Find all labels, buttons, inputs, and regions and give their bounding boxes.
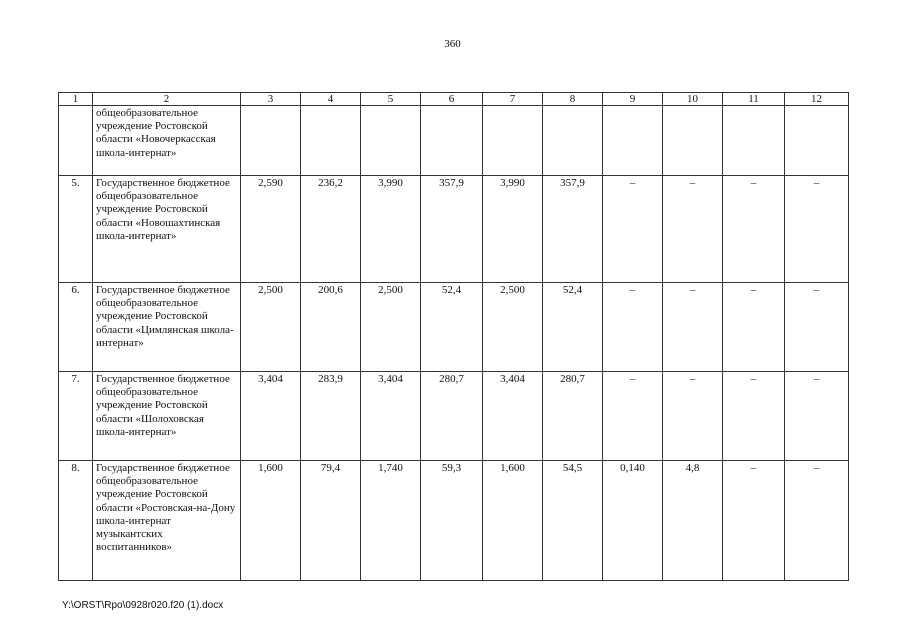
cell-value: – bbox=[723, 372, 785, 461]
cell-value: – bbox=[723, 176, 785, 283]
table-row bbox=[59, 106, 849, 176]
cell-value bbox=[603, 106, 663, 176]
page-number: 360 bbox=[444, 38, 461, 50]
cell-value: 200,6 bbox=[301, 283, 361, 372]
cell-value: – bbox=[785, 283, 849, 372]
institution-name: общеобразовательное учреждение Ростовской области «Новочеркасская школа-интернат» bbox=[93, 106, 241, 176]
cell-value: 1,600 bbox=[483, 461, 543, 581]
cell-value: 4,8 bbox=[663, 461, 723, 581]
cell-value: 3,404 bbox=[483, 372, 543, 461]
column-header: 6 bbox=[421, 93, 483, 106]
cell-value: 236,2 bbox=[301, 176, 361, 283]
institution-name: Государственное бюджетное общеобразовательное учреждение Ростовской области «Цимлянская школа-интернат» bbox=[93, 283, 241, 372]
row-number: 8. bbox=[59, 461, 93, 581]
column-header: 12 bbox=[785, 93, 849, 106]
cell-value: 283,9 bbox=[301, 372, 361, 461]
cell-value: – bbox=[663, 283, 723, 372]
cell-value: – bbox=[663, 372, 723, 461]
cell-value: 357,9 bbox=[421, 176, 483, 283]
cell-value bbox=[663, 106, 723, 176]
file-path-footer: Y:\ORST\Rpo\0928r020.f20 (1).docx bbox=[62, 600, 224, 611]
table-row bbox=[59, 372, 849, 461]
cell-value: 280,7 bbox=[421, 372, 483, 461]
cell-value: 2,500 bbox=[241, 283, 301, 372]
cell-value: 2,500 bbox=[483, 283, 543, 372]
row-number: 7. bbox=[59, 372, 93, 461]
table-row bbox=[59, 176, 849, 283]
cell-value: 3,990 bbox=[361, 176, 421, 283]
cell-value: 1,600 bbox=[241, 461, 301, 581]
column-header: 10 bbox=[663, 93, 723, 106]
table-row bbox=[59, 461, 849, 581]
data-table bbox=[58, 92, 849, 581]
cell-value: – bbox=[663, 176, 723, 283]
institution-name: Государственное бюджетное общеобразовательное учреждение Ростовской области «Шолоховская школа-интернат» bbox=[93, 372, 241, 461]
column-header: 11 bbox=[723, 93, 785, 106]
cell-value: 54,5 bbox=[543, 461, 603, 581]
column-header: 1 bbox=[59, 93, 93, 106]
cell-value: 59,3 bbox=[421, 461, 483, 581]
cell-value: 52,4 bbox=[543, 283, 603, 372]
row-number: 6. bbox=[59, 283, 93, 372]
cell-value: 3,404 bbox=[361, 372, 421, 461]
cell-value: 280,7 bbox=[543, 372, 603, 461]
column-header: 3 bbox=[241, 93, 301, 106]
cell-value bbox=[785, 106, 849, 176]
cell-value: 0,140 bbox=[603, 461, 663, 581]
cell-value: 2,500 bbox=[361, 283, 421, 372]
cell-value bbox=[241, 106, 301, 176]
column-header: 2 bbox=[93, 93, 241, 106]
column-header: 7 bbox=[483, 93, 543, 106]
cell-value: 3,990 bbox=[483, 176, 543, 283]
cell-value: – bbox=[785, 461, 849, 581]
cell-value: – bbox=[603, 283, 663, 372]
cell-value: – bbox=[723, 461, 785, 581]
column-header: 5 bbox=[361, 93, 421, 106]
cell-value: 357,9 bbox=[543, 176, 603, 283]
table-header-row bbox=[59, 93, 849, 106]
cell-value: 1,740 bbox=[361, 461, 421, 581]
cell-value bbox=[483, 106, 543, 176]
cell-value: – bbox=[785, 372, 849, 461]
cell-value: – bbox=[723, 283, 785, 372]
row-number bbox=[59, 106, 93, 176]
column-header: 8 bbox=[543, 93, 603, 106]
cell-value bbox=[301, 106, 361, 176]
cell-value: – bbox=[785, 176, 849, 283]
cell-value: 2,590 bbox=[241, 176, 301, 283]
cell-value bbox=[723, 106, 785, 176]
table-row bbox=[59, 283, 849, 372]
column-header: 9 bbox=[603, 93, 663, 106]
row-number: 5. bbox=[59, 176, 93, 283]
cell-value: 52,4 bbox=[421, 283, 483, 372]
cell-value: – bbox=[603, 176, 663, 283]
column-header: 4 bbox=[301, 93, 361, 106]
cell-value: 79,4 bbox=[301, 461, 361, 581]
cell-value: 3,404 bbox=[241, 372, 301, 461]
cell-value bbox=[421, 106, 483, 176]
cell-value bbox=[543, 106, 603, 176]
cell-value bbox=[361, 106, 421, 176]
institution-name: Государственное бюджетное общеобразовательное учреждение Ростовской области «Новошахтинская школа-интернат» bbox=[93, 176, 241, 283]
cell-value: – bbox=[603, 372, 663, 461]
institution-name: Государственное бюджетное общеобразовательное учреждение Ростовской области «Ростовская-на-Дону школа-интернат музыкантских воспитанников» bbox=[93, 461, 241, 581]
